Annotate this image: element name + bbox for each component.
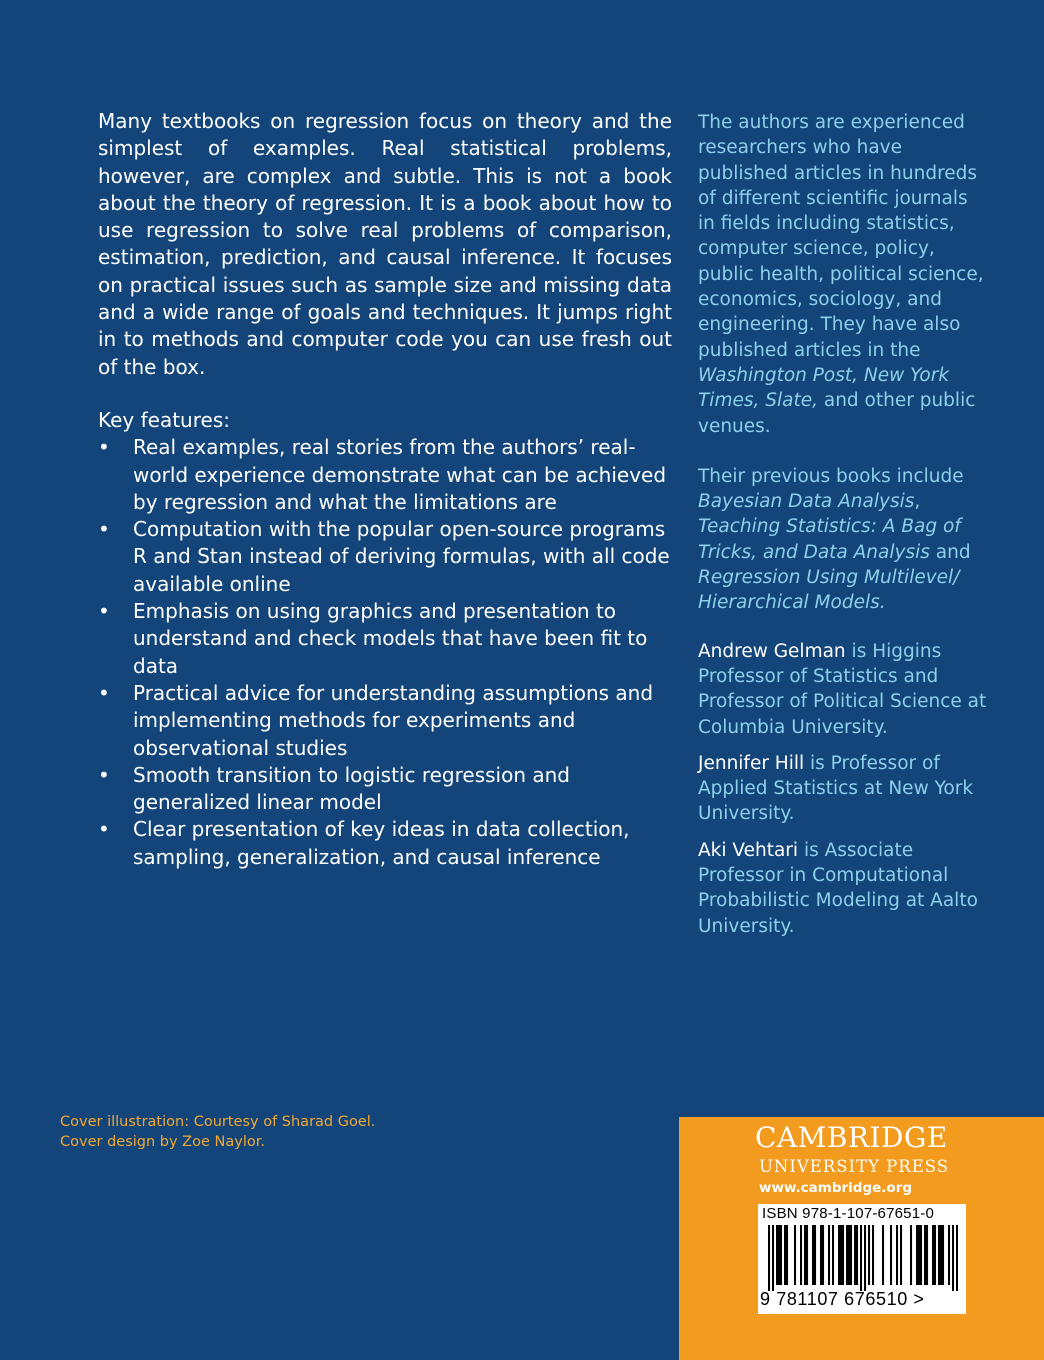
feature-text: Smooth transition to logistic regression and generalized linear model <box>133 762 570 815</box>
barcode-bar <box>924 1225 926 1285</box>
barcode-bar <box>910 1225 912 1285</box>
feature-text: Emphasis on using graphics and presentation to understand and check models that have been fit to data <box>133 599 648 678</box>
barcode-bar <box>900 1225 902 1285</box>
barcode-bar <box>918 1225 920 1285</box>
barcode-bar <box>794 1225 796 1285</box>
barcode-bar <box>942 1225 944 1285</box>
feature-item <box>98 762 672 817</box>
feature-item <box>98 434 672 516</box>
barcode-bar <box>832 1225 834 1285</box>
barcode-bar <box>890 1225 892 1285</box>
feature-text: Clear presentation of key ideas in data collection, sampling, generalization, and causal inference <box>133 817 630 869</box>
publisher-name: CAMBRIDGE <box>755 1121 948 1154</box>
feature-text: Computation with the popular open-source programs R and Stan instead of deriving formulas, with all code available online <box>133 517 670 596</box>
bullet-icon: • <box>98 817 110 842</box>
barcode-bar <box>772 1225 774 1291</box>
barcode-bar <box>948 1225 950 1285</box>
feature-item <box>98 516 672 598</box>
barcode-bar <box>854 1225 856 1285</box>
barcode-bar <box>820 1225 822 1285</box>
author-bio: Jennifer Hill is Professor of Applied Statistics at New York University. <box>698 752 974 825</box>
barcode-bar <box>896 1225 898 1285</box>
barcode-bar <box>882 1225 884 1285</box>
feature-item <box>98 816 672 871</box>
barcode-bar <box>812 1225 814 1285</box>
barcode-block <box>758 1204 966 1314</box>
barcode-bar <box>856 1225 858 1285</box>
barcode-digits: 9 781107 676510 > <box>760 1289 925 1309</box>
barcode-bar <box>822 1225 824 1285</box>
barcode-bar <box>932 1225 934 1285</box>
barcode-bar <box>872 1225 874 1285</box>
barcode-bar <box>778 1225 780 1285</box>
author-bio: Andrew Gelman is Higgins Professor of Statistics and Professor of Political Science at Columbia University. <box>698 640 987 738</box>
author-sidebar <box>698 110 988 939</box>
previous-books-paragraph: Their previous books include Bayesian Data Analysis, Teaching Statistics: A Bag of Tricks, and Data Analysis and Regression Using Multilevel/ Hierarchical Models. <box>698 465 971 614</box>
barcode-bar <box>814 1225 816 1285</box>
barcode-bar <box>804 1225 806 1285</box>
bullet-icon: • <box>98 599 110 624</box>
publisher-box <box>679 1117 1044 1360</box>
description-column <box>98 108 672 871</box>
barcode-bar <box>850 1225 852 1285</box>
barcode-bar <box>940 1225 942 1285</box>
barcode-bar <box>848 1225 850 1285</box>
barcode-bar <box>916 1225 918 1285</box>
barcode-bar <box>860 1225 862 1291</box>
barcode-bar <box>838 1225 840 1285</box>
features-heading: Key features: <box>98 407 230 432</box>
feature-text: Practical advice for understanding assumptions and implementing methods for experiments and observational studies <box>133 680 654 760</box>
barcode-bar <box>776 1225 778 1285</box>
barcode-icon <box>768 1225 958 1291</box>
barcode-bar <box>800 1225 802 1285</box>
barcode-bar <box>784 1225 786 1285</box>
bullet-icon: • <box>98 680 110 705</box>
barcode-bar <box>806 1225 808 1285</box>
bullet-icon: • <box>98 517 110 542</box>
barcode-bar <box>786 1225 788 1285</box>
barcode-bar <box>828 1225 830 1285</box>
illustration-credit: Cover illustration: Courtesy of Sharad Goel. <box>60 1114 376 1130</box>
isbn-label: ISBN 978-1-107-67651-0 <box>762 1205 935 1222</box>
cover-credits <box>60 1113 375 1152</box>
feature-text: Real examples, real stories from the authors’ real-world experience demonstrate what can be achieved by regression and what the limitations are <box>133 435 667 514</box>
barcode-bar <box>926 1225 928 1285</box>
barcode-bar <box>842 1225 844 1285</box>
author-name: Andrew Gelman <box>698 640 846 662</box>
design-credit: Cover design by Zoe Naylor. <box>60 1133 265 1150</box>
bullet-icon: • <box>98 762 110 787</box>
barcode-bar <box>920 1225 922 1285</box>
barcode-bar <box>840 1225 842 1285</box>
barcode-bar <box>934 1225 936 1285</box>
barcode-bar <box>780 1225 782 1285</box>
barcode-bar <box>938 1225 940 1285</box>
publisher-subtitle: UNIVERSITY PRESS <box>759 1157 950 1176</box>
author-name: Aki Vehtari <box>698 839 799 861</box>
authors-paragraph: The authors are experienced researchers who have published articles in hundreds of different scientific journals in fields including statistics, computer science, policy, public health, political science, economics, sociology, and engineering. They have also published articles in the Washington Post, New York Times, Slate, and other public venues. <box>698 112 984 437</box>
barcode-bar <box>864 1225 866 1291</box>
feature-item <box>98 680 672 762</box>
bullet-icon: • <box>98 435 110 460</box>
barcode-bar <box>768 1225 770 1291</box>
barcode-bar <box>956 1225 958 1291</box>
features-list <box>98 434 672 871</box>
barcode-bar <box>846 1225 848 1285</box>
barcode-bar <box>868 1225 870 1285</box>
author-name: Jennifer Hill <box>698 752 805 774</box>
author-bio: Aki Vehtari is Associate Professor in Computational Probabilistic Modeling at Aalto University. <box>698 839 978 937</box>
publisher-url: www.cambridge.org <box>759 1180 913 1196</box>
intro-paragraph: Many textbooks on regression focus on theory and the simplest of examples. Real statistical problems, however, are complex and subtle. This is not a book about the theory of regression. It is a book about how to use regression to solve real problems of comparison, estimation, prediction, and causal inference. It focuses on practical issues such as sample size and missing data and a wide range of goals and techniques. It jumps right in to methods and computer code you can use fresh out of the box. <box>98 109 672 379</box>
barcode-bar <box>952 1225 954 1291</box>
feature-item <box>98 598 672 680</box>
